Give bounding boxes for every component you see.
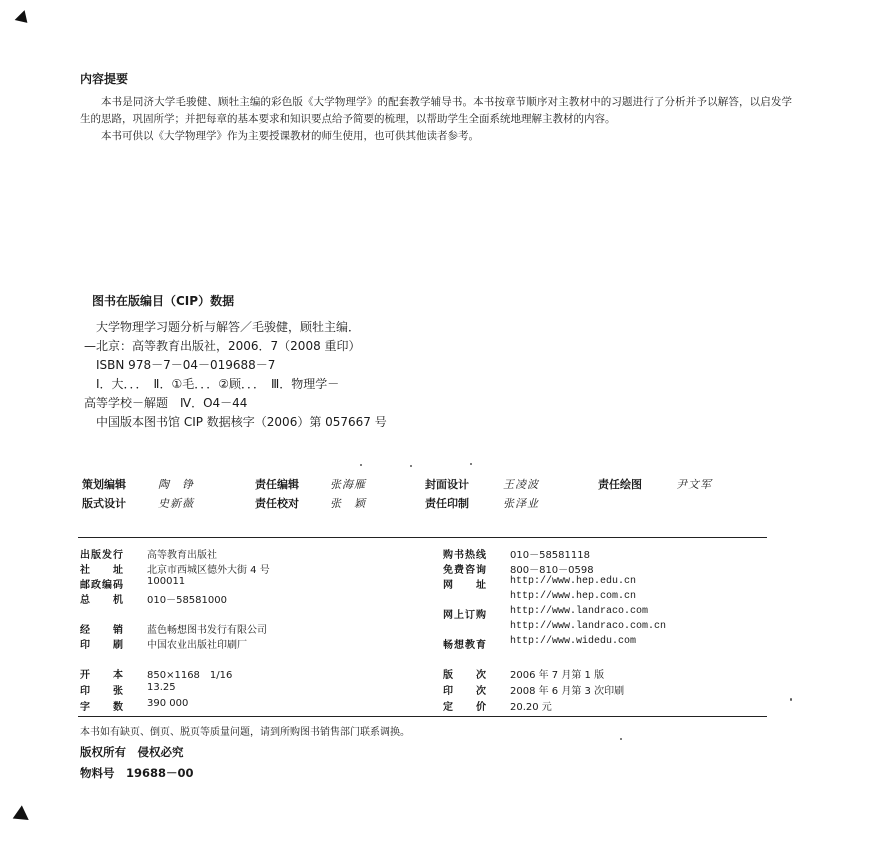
- summary-title: 内容提要: [80, 72, 129, 86]
- quality-notice: 本书如有缺页、倒页、脱页等质量问题，请到所购图书销售部门联系调换。: [80, 727, 410, 738]
- pub-value: 20.20 元: [510, 702, 552, 713]
- staff-name: [330, 476, 366, 492]
- pub-row: [80, 682, 124, 697]
- pub-row: [443, 698, 487, 713]
- pub-value: 北京市西城区德外大街 4 号: [147, 565, 270, 576]
- pub-row: [443, 666, 487, 681]
- staff-label: 责任印制: [425, 497, 469, 510]
- pub-label: 邮政编码: [80, 580, 124, 591]
- staff-label: 版式设计: [82, 497, 126, 510]
- staff-label: 责任绘图: [598, 478, 642, 491]
- cip-line: 中国版本图书馆 CIP 数据核字（2006）第 057667 号: [96, 415, 387, 429]
- staff-value: 张海雁: [330, 478, 366, 491]
- staff-credit: [425, 476, 469, 492]
- cip-heading: 图书在版编目（CIP）数据: [92, 294, 235, 308]
- pub-value: 蓝色畅想图书发行有限公司: [147, 625, 267, 636]
- pub-value: 2008 年 6 月第 3 次印刷: [510, 686, 625, 697]
- pub-value: 13.25: [147, 682, 176, 693]
- cip-line: ISBN 978－7－04－019688－7: [96, 358, 276, 372]
- staff-name: [503, 495, 539, 511]
- staff-credit: [82, 495, 126, 511]
- pub-value: 390 000: [147, 698, 189, 709]
- website-url: http://www.widedu.com: [510, 636, 637, 647]
- pub-label: 版 次: [443, 670, 487, 681]
- pub-row: [443, 682, 487, 697]
- pub-row: [80, 666, 124, 681]
- staff-label: 责任校对: [255, 497, 299, 510]
- pub-label: 免费咨询: [443, 565, 487, 576]
- website-url: http://www.landraco.com.cn: [510, 621, 667, 632]
- pub-row: [80, 621, 124, 636]
- pub-row: [80, 576, 124, 591]
- pub-row: [443, 606, 487, 621]
- material-number: 物料号 19688－00: [80, 766, 194, 780]
- staff-label: 责任编辑: [255, 478, 299, 491]
- pub-value: 010－58581000: [147, 595, 227, 606]
- cip-line: —北京：高等教育出版社，2006．7（2008 重印）: [84, 339, 361, 353]
- staff-name: [676, 476, 712, 492]
- pub-row: [443, 636, 487, 651]
- website-url: http://www.landraco.com: [510, 606, 649, 617]
- staff-value: 王凌波: [503, 478, 539, 491]
- pub-value: 800－810－0598: [510, 565, 594, 576]
- pub-label: 定 价: [443, 702, 487, 713]
- pub-row: [80, 591, 124, 606]
- pub-label: 总 机: [80, 595, 124, 606]
- staff-value: 史新薇: [158, 497, 194, 510]
- pub-label: 社 址: [80, 565, 124, 576]
- staff-credit: [255, 476, 299, 492]
- pub-value: 850×1168 1/16: [147, 670, 233, 681]
- cip-line: 高等学校－解题 Ⅳ．O4－44: [84, 396, 248, 410]
- pub-row: [443, 576, 487, 591]
- pub-row: [80, 698, 124, 713]
- summary-text: [80, 94, 792, 145]
- pub-row: [443, 546, 487, 561]
- corner-mark-top: [15, 10, 33, 28]
- pub-value: 100011: [147, 576, 186, 587]
- scan-speck: [360, 464, 362, 466]
- staff-name: [330, 495, 366, 511]
- scan-speck: [790, 698, 792, 701]
- pub-label: 购书热线: [443, 550, 487, 561]
- cip-line: 大学物理学习题分析与解答／毛骏健，顾牡主编．: [96, 320, 361, 334]
- pub-row: [443, 561, 487, 576]
- pub-label: 开 本: [80, 670, 124, 681]
- website-url: http://www.hep.edu.cn: [510, 576, 637, 587]
- pub-label: 印 张: [80, 686, 124, 697]
- pub-value: 中国农业出版社印刷厂: [147, 640, 247, 651]
- staff-value: 尹文军: [676, 478, 712, 491]
- pub-label: 印 次: [443, 686, 487, 697]
- divider: [78, 716, 767, 717]
- staff-name: [158, 495, 194, 511]
- divider: [78, 537, 767, 538]
- pub-value: 2006 年 7 月第 1 版: [510, 670, 605, 681]
- staff-value: 张 颖: [330, 497, 366, 510]
- website-url: http://www.hep.com.cn: [510, 591, 637, 602]
- summary-paragraph: 本书是同济大学毛骏健、顾牡主编的彩色版《大学物理学》的配套教学辅导书。本书按章节顺序对主教材中的习题进行了分析并予以解答，以启发学生的思路，巩固所学；并把每章的基本要求和知识要点给予简要的梳理，以帮助学生全面系统地理解主教材的内容。: [80, 96, 792, 125]
- staff-name: [503, 476, 539, 492]
- scan-speck: [470, 463, 472, 465]
- corner-mark-bottom: [13, 805, 34, 826]
- scan-speck: [410, 465, 412, 467]
- pub-label: 出版发行: [80, 550, 124, 561]
- staff-credit: [425, 495, 469, 511]
- cip-line: Ⅰ．大．．． Ⅱ．①毛．．．②顾．．． Ⅲ．物理学－: [96, 377, 340, 391]
- summary-paragraph: 本书可供以《大学物理学》作为主要授课教材的师生使用，也可供其他读者参考。: [101, 130, 479, 142]
- pub-label: 印 刷: [80, 640, 124, 651]
- staff-label: 策划编辑: [82, 478, 126, 491]
- pub-row: [80, 636, 124, 651]
- staff-label: 封面设计: [425, 478, 469, 491]
- pub-value: 高等教育出版社: [147, 550, 217, 561]
- pub-row: [80, 546, 124, 561]
- staff-name: [158, 476, 194, 492]
- staff-credit: [255, 495, 299, 511]
- staff-credit: [598, 476, 642, 492]
- staff-value: 陶 铮: [158, 478, 194, 491]
- pub-label: 网上订购: [443, 610, 487, 621]
- pub-row: [80, 561, 124, 576]
- copyright-notice: 版权所有 侵权必究: [80, 745, 184, 759]
- staff-value: 张泽业: [503, 497, 539, 510]
- staff-credit: [82, 476, 126, 492]
- pub-value: 010－58581118: [510, 550, 590, 561]
- pub-label: 字 数: [80, 702, 124, 713]
- pub-label: 网 址: [443, 580, 487, 591]
- pub-label: 畅想教育: [443, 640, 487, 651]
- scan-speck: [620, 738, 622, 740]
- pub-label: 经 销: [80, 625, 124, 636]
